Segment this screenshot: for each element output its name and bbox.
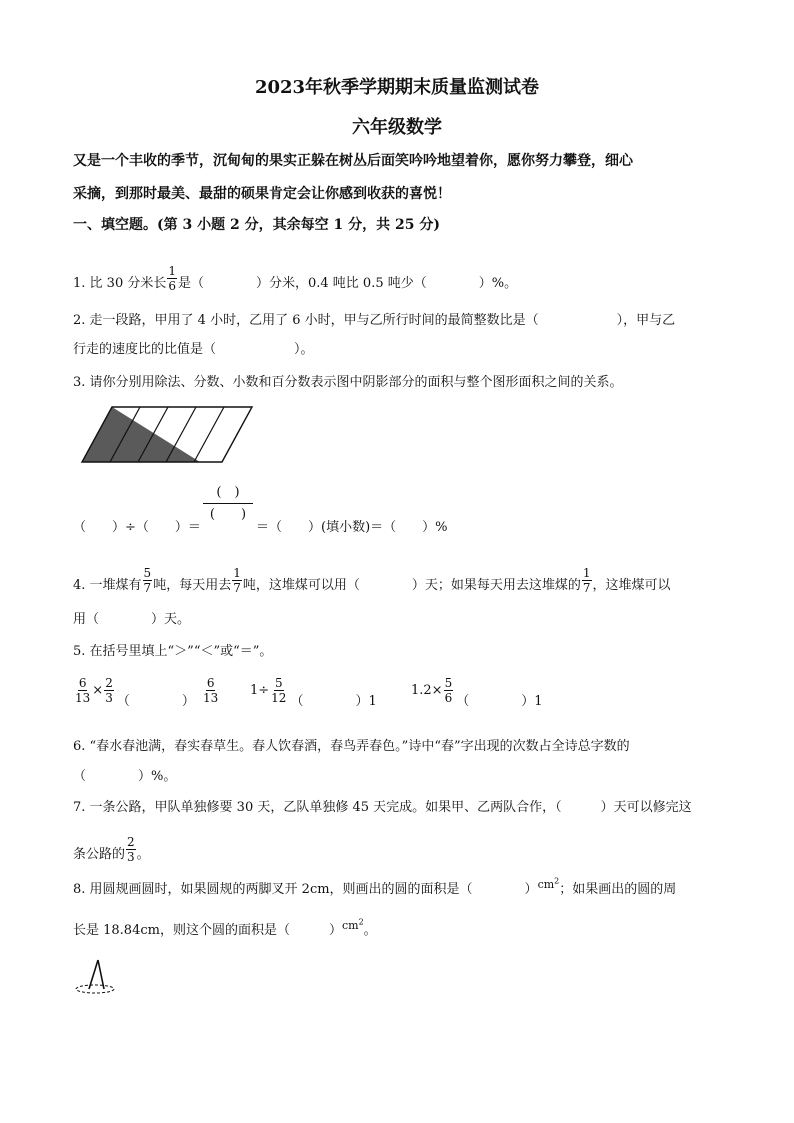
question-8-line-1	[73, 878, 676, 897]
q5-e3-prefix: 1÷	[250, 683, 270, 698]
q5-e2-den: 13	[203, 691, 219, 705]
q3-answer-a: （ ）÷（ ）＝	[73, 520, 201, 535]
q8-text-b: ；如果画出的圆的周	[559, 882, 677, 897]
divider-line-4	[194, 407, 224, 462]
q7-text-a: 条公路的	[73, 847, 126, 862]
q5-e1-frac-2	[104, 676, 114, 705]
q7-fraction	[126, 835, 136, 864]
q5-e4-den: 6	[444, 691, 453, 705]
q3-frac-num: ( )	[203, 484, 253, 504]
q5-expression-2	[201, 676, 220, 705]
compass-circle	[76, 985, 114, 993]
q1-fraction	[167, 264, 177, 293]
q5-e3-num: 5	[274, 676, 283, 690]
q4-fraction-1	[143, 566, 153, 595]
q3-frac-den: ( )	[209, 507, 247, 522]
q4-frac3-num: 1	[582, 566, 591, 580]
q5-e2-num: 6	[206, 676, 215, 690]
q3-answer-fraction	[202, 484, 254, 523]
q5-e1-den2: 3	[105, 691, 113, 705]
shaded-parallelogram-figure	[80, 405, 255, 467]
q4-frac2-den: 7	[233, 581, 241, 595]
q4-frac1-den: 7	[143, 581, 152, 595]
q4-text-b: 吨，每天用去	[153, 578, 232, 593]
question-2-line-1: 2. 走一段路，甲用了 4 小时，乙用了 6 小时，甲与乙所行时间的最简整数比是（ ），甲与乙	[73, 313, 676, 328]
q8-unit-1-text: cm	[537, 878, 555, 891]
shaded-triangle	[82, 407, 200, 462]
q5-expression-3	[250, 676, 377, 709]
q5-expression-1	[73, 676, 195, 709]
q1-text-b: 是（ ）分米，0.4 吨比 0.5 吨少（ ）%。	[177, 276, 518, 291]
question-2-line-2: 行走的速度比的比值是（ ）。	[73, 342, 314, 357]
q8-text-d: 。	[363, 923, 377, 938]
q4-fraction-3	[582, 566, 592, 595]
q1-frac-den: 6	[168, 279, 176, 293]
q8-unit-2-sup: 2	[358, 917, 364, 927]
question-4-line-2: 用（ ）天。	[73, 612, 191, 627]
compass-icon	[74, 958, 118, 996]
q5-e1-blank: （ ）	[116, 694, 195, 709]
q5-e4-num: 5	[444, 676, 453, 690]
q8-text-c: 长是 18.84cm，则这个圆的面积是（ ）	[73, 923, 342, 938]
q4-text-d: ，这堆煤可以	[592, 578, 671, 593]
q5-e2-frac	[202, 676, 219, 705]
compass-leg-right	[98, 960, 104, 989]
q5-expression-4	[411, 676, 543, 709]
question-7-line-1: 7. 一条公路，甲队单独修要 30 天，乙队单独修 45 天完成。如果甲、乙两队合作，（ ）天可以修完这	[73, 800, 692, 815]
q7-frac-num: 2	[127, 835, 135, 849]
q8-unit-2-text: cm	[341, 919, 359, 932]
question-7-line-2	[73, 835, 150, 876]
question-8-line-2	[73, 919, 377, 938]
question-1	[73, 264, 518, 305]
q5-e3-den: 12	[271, 691, 287, 705]
q8-unit-1-sup: 2	[554, 876, 560, 886]
section-heading: 一、填空题。(第 3 小题 2 分，其余每空 1 分，共 25 分)	[73, 217, 440, 233]
q5-e4-frac	[444, 676, 454, 705]
question-6-line-2: （ ）%。	[73, 769, 177, 784]
q5-e1-den1: 13	[75, 691, 91, 705]
question-5: 5. 在括号里填上“＞”“＜”或“＝”。	[73, 644, 273, 659]
q5-e1-frac-1	[74, 676, 91, 705]
question-6-line-1: 6. “春水春池满，春实春草生。春人饮春酒，春鸟弄春色。”诗中“春”字出现的次数占全诗总字数的	[73, 739, 630, 754]
q7-frac-den: 3	[127, 850, 135, 864]
q5-e3-blank: （ ）1	[290, 694, 377, 709]
q8-unit-1	[538, 878, 560, 891]
page-title: 2023年秋季学期期末质量监测试卷	[254, 77, 540, 98]
q4-text-c: 吨，这堆煤可以用（ ）天；如果每天用去这堆煤的	[242, 578, 581, 593]
q8-unit-2	[342, 919, 364, 932]
q8-text-a: 8. 用圆规画圆时，如果圆规的两脚叉开 2cm，则画出的圆的面积是（ ）	[73, 882, 538, 897]
q5-e1-num2: 2	[105, 676, 113, 690]
q5-e1-operator: ×	[92, 683, 104, 698]
question-4-line-1	[73, 566, 671, 607]
q4-frac1-num: 5	[143, 566, 152, 580]
q5-e1-num1: 6	[78, 676, 87, 690]
intro-line-1: 又是一个丰收的季节，沉甸甸的果实正躲在树丛后面笑吟吟地望着你，愿你努力攀登，细心	[73, 153, 633, 169]
q5-e3-frac	[270, 676, 287, 705]
page-subtitle: 六年级数学	[352, 117, 442, 138]
q7-text-b: 。	[136, 847, 150, 862]
q5-e4-blank: （ ）1	[456, 694, 543, 709]
q4-frac2-num: 1	[233, 566, 241, 580]
q5-e4-prefix: 1.2×	[411, 683, 443, 698]
q1-text-a: 1. 比 30 分米长	[73, 276, 167, 291]
q3-answer-b: ＝（ ）(填小数)＝（ ）%	[256, 520, 448, 535]
q1-frac-num: 1	[168, 264, 176, 278]
question-3: 3. 请你分别用除法、分数、小数和百分数表示图中阴影部分的面积与整个图形面积之间的关系。	[73, 375, 623, 390]
q4-frac3-den: 7	[582, 581, 591, 595]
q4-text-a: 4. 一堆煤有	[73, 578, 142, 593]
q4-fraction-2	[232, 566, 242, 595]
intro-line-2: 采摘，到那时最美、最甜的硕果肯定会让你感到收获的喜悦！	[73, 186, 451, 202]
